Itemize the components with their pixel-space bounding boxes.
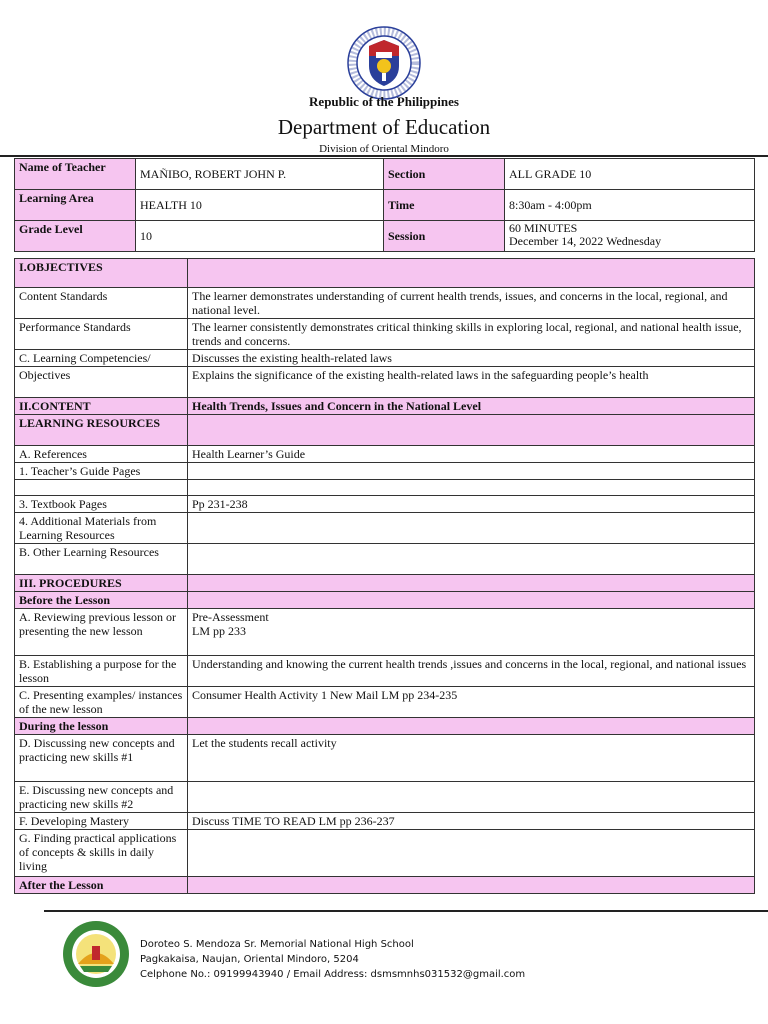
lesson-row — [15, 319, 755, 350]
lesson-row — [15, 687, 755, 718]
lesson-row — [15, 592, 755, 609]
learning-area-label: Learning Area — [15, 190, 136, 221]
time-value: 8:30am - 4:00pm — [505, 190, 755, 221]
footer-rule — [44, 910, 768, 912]
lesson-row — [15, 609, 755, 656]
school-logo — [62, 920, 130, 988]
row-label: 1. Teacher’s Guide Pages — [15, 463, 188, 480]
lesson-row — [15, 415, 755, 446]
republic-heading: Republic of the Philippines — [309, 94, 459, 109]
row-label: B. Establishing a purpose for the lesson — [15, 656, 188, 687]
row-value: Discuss TIME TO READ LM pp 236-237 — [188, 813, 755, 830]
row-value: Health Learner’s Guide — [188, 446, 755, 463]
row-label: Content Standards — [15, 288, 188, 319]
row-value — [188, 513, 755, 544]
department-title: Department of Education — [277, 115, 491, 139]
row-value: Let the students recall activity — [188, 735, 755, 782]
lesson-row — [15, 398, 755, 415]
row-value: Discusses the existing health-related laws — [188, 350, 755, 367]
header-rule — [0, 155, 768, 157]
lesson-row — [15, 350, 755, 367]
row-value — [188, 575, 755, 592]
row-value: Explains the significance of the existing health-related laws in the safeguarding people’s health — [188, 367, 755, 398]
teacher-name-value: MAÑIBO, ROBERT JOHN P. — [136, 159, 384, 190]
row-value — [188, 480, 755, 496]
row-label: Objectives — [15, 367, 188, 398]
session-duration: 60 MINUTES — [509, 221, 578, 235]
row-value — [188, 877, 755, 894]
row-value — [188, 415, 755, 446]
teacher-info-table — [14, 158, 755, 252]
row-value: Understanding and knowing the current health trends ,issues and concerns in the local, regional, and national issues — [188, 656, 755, 687]
lesson-row — [15, 813, 755, 830]
time-label: Time — [384, 190, 505, 221]
lesson-row — [15, 513, 755, 544]
row-label: A. References — [15, 446, 188, 463]
grade-level-label: Grade Level — [15, 221, 136, 252]
row-label: C. Learning Competencies/ — [15, 350, 188, 367]
row-label: C. Presenting examples/ instances of the new lesson — [15, 687, 188, 718]
row-value — [188, 592, 755, 609]
row-label: After the Lesson — [15, 877, 188, 894]
row-label: 3. Textbook Pages — [15, 496, 188, 513]
school-contact-block — [140, 937, 525, 982]
row-value: The learner consistently demonstrates critical thinking skills in exploring local, regional, and national health issue, trends and concerns. — [188, 319, 755, 350]
row-value — [188, 259, 755, 288]
row-value — [188, 830, 755, 877]
lesson-row — [15, 575, 755, 592]
row-value — [188, 544, 755, 575]
lesson-row — [15, 463, 755, 480]
row-value: The learner demonstrates understanding of current health trends, issues, and concerns in the local, regional, and national level. — [188, 288, 755, 319]
lesson-row — [15, 259, 755, 288]
row-label: III. PROCEDURES — [15, 575, 188, 592]
division-subtitle: Division of Oriental Mindoro — [319, 143, 449, 155]
lesson-row — [15, 446, 755, 463]
lesson-plan-table — [14, 258, 755, 894]
lesson-row — [15, 877, 755, 894]
teacher-name-label: Name of Teacher — [15, 159, 136, 190]
row-label: During the lesson — [15, 718, 188, 735]
row-label: LEARNING RESOURCES — [15, 415, 188, 446]
row-label: B. Other Learning Resources — [15, 544, 188, 575]
school-address: Pagkakaisa, Naujan, Oriental Mindoro, 5204 — [140, 954, 359, 965]
row-label: Before the Lesson — [15, 592, 188, 609]
row-value: Pp 231-238 — [188, 496, 755, 513]
lesson-row — [15, 544, 755, 575]
deped-seal-logo — [347, 26, 421, 100]
lesson-row — [15, 288, 755, 319]
school-contact: Celphone No.: 09199943940 / Email Address: dsmsmnhs031532@gmail.com — [140, 969, 526, 980]
row-label: II.CONTENT — [15, 398, 188, 415]
row-label: A. Reviewing previous lesson or presenting the new lesson — [15, 609, 188, 656]
row-value: Consumer Health Activity 1 New Mail LM pp 234-235 — [188, 687, 755, 718]
lesson-row — [15, 367, 755, 398]
row-value — [188, 718, 755, 735]
row-label: Performance Standards — [15, 319, 188, 350]
row-label: D. Discussing new concepts and practicing new skills #1 — [15, 735, 188, 782]
lesson-row — [15, 735, 755, 782]
row-label: G. Finding practical applications of concepts & skills in daily living — [15, 830, 188, 877]
row-value — [188, 782, 755, 813]
lesson-row — [15, 782, 755, 813]
session-date: December 14, 2022 Wednesday — [509, 234, 662, 248]
grade-level-value: 10 — [136, 221, 384, 252]
row-label: F. Developing Mastery — [15, 813, 188, 830]
session-value — [505, 221, 755, 252]
row-value: Health Trends, Issues and Concern in the National Level — [188, 398, 755, 415]
row-label: E. Discussing new concepts and practicing new skills #2 — [15, 782, 188, 813]
lesson-row — [15, 480, 755, 496]
section-value: ALL GRADE 10 — [505, 159, 755, 190]
lesson-row — [15, 718, 755, 735]
row-value: Pre-Assessment LM pp 233 — [188, 609, 755, 656]
row-label — [15, 480, 188, 496]
row-label: I.OBJECTIVES — [15, 259, 188, 288]
session-label: Session — [384, 221, 505, 252]
lesson-row — [15, 496, 755, 513]
row-label: 4. Additional Materials from Learning Resources — [15, 513, 188, 544]
learning-area-value: HEALTH 10 — [136, 190, 384, 221]
section-label: Section — [384, 159, 505, 190]
row-value — [188, 463, 755, 480]
lesson-row — [15, 656, 755, 687]
school-name: Doroteo S. Mendoza Sr. Memorial National High School — [140, 939, 414, 950]
lesson-row — [15, 830, 755, 877]
